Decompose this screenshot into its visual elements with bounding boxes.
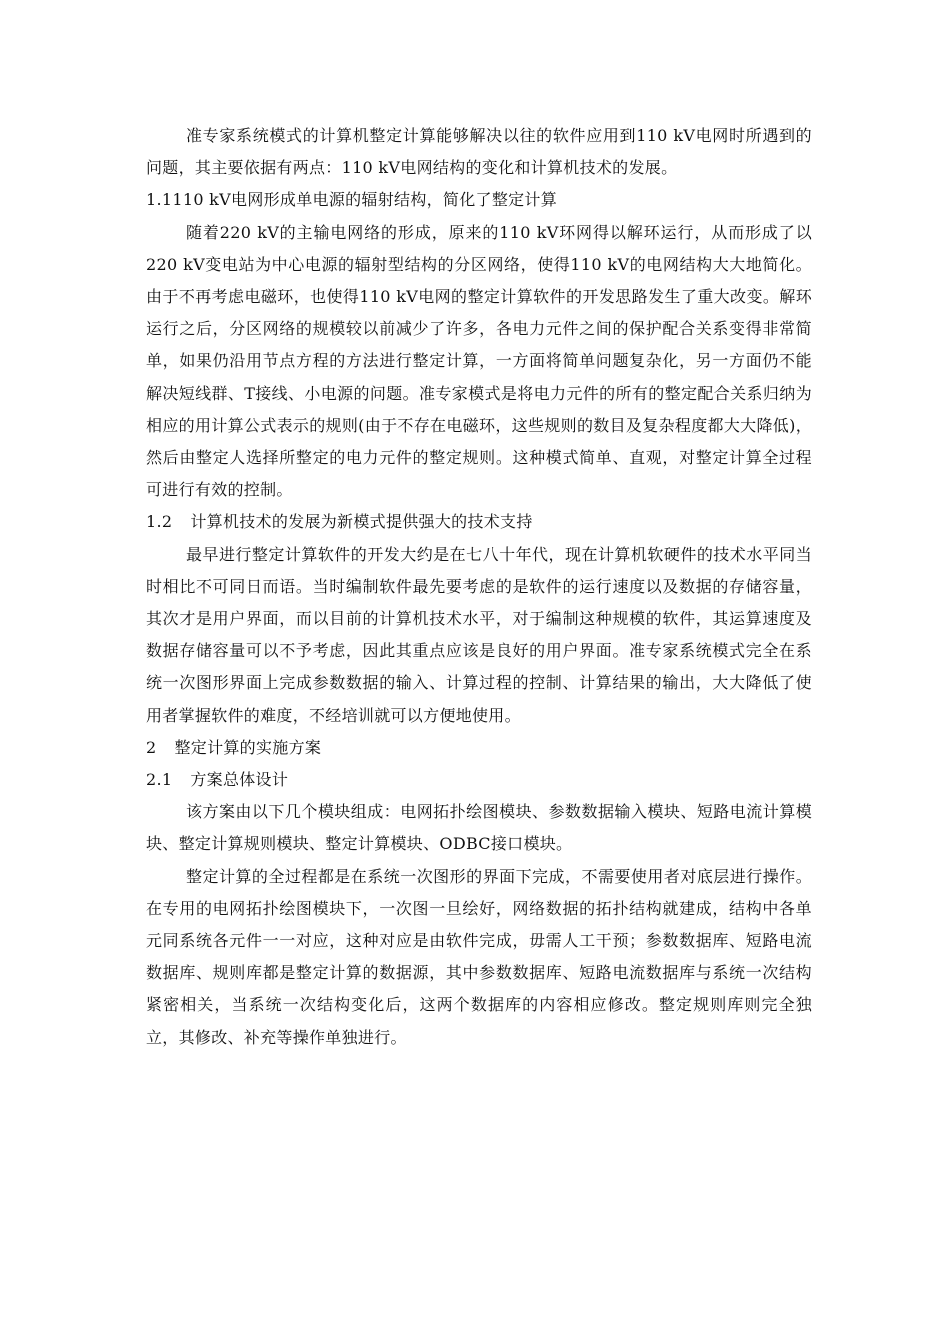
- heading-number: 2.1: [146, 770, 173, 790]
- heading-text: 计算机技术的发展为新模式提供强大的技术支持: [190, 512, 533, 532]
- heading-number: 1.2: [146, 512, 173, 532]
- heading-number: 1.1: [146, 190, 173, 210]
- paragraph-2-1-a: 该方案由以下几个模块组成：电网拓扑绘图模块、参数数据输入模块、短路电流计算模块、整定计算规则模块、整定计算模块、ODBC接口模块。: [146, 802, 812, 854]
- heading-number: 2: [146, 737, 157, 757]
- paragraph-2-1-b: 整定计算的全过程都是在系统一次图形的界面下完成，不需要使用者对底层进行操作。在专用的电网拓扑绘图模块下，一次图一旦绘好，网络数据的拓扑结构就建成，结构中各单元同系统各元件一一对应，这种对应是由软件完成，毋需人工干预；参数数据库、短路电流数据库、规则库都是整定计算的数据源，其中参数数据库、短路电流数据库与系统一次结构紧密相关，当系统一次结构变化后，这两个数据库的内容相应修改。整定规则库则完全独立，其修改、补充等操作单独进行。: [146, 866, 812, 1047]
- heading-text: 整定计算的实施方案: [174, 737, 322, 757]
- paragraph-1-1: 随着220 kV的主输电网络的形成，原来的110 kV环网得以解环运行，从而形成了以220 kV变电站为中心电源的辐射型结构的分区网络，使得110 kV的电网结构大大地简化。由于不再考虑电磁环，也使得110 kV电网的整定计算软件的开发思路发生了重大改变。解环运行之后，分区网络的规模较以前减少了许多，各电力元件之间的保护配合关系变得非常简单，如果仍沿用节点方程的方法进行整定计算，一方面将简单问题复杂化，另一方面仍不能解决短线群、T接线、小电源的问题。准专家模式是将电力元件的所有的整定配合关系归纳为相应的用计算公式表示的规则(由于不存在电磁环，这些规则的数目及复杂程度都大大降低)，然后由整定人选择所整定的电力元件的整定规则。这种模式简单、直观，对整定计算全过程可进行有效的控制。: [146, 222, 812, 500]
- paragraph-intro: 准专家系统模式的计算机整定计算能够解决以往的软件应用到110 kV电网时所遇到的问题，其主要依据有两点：110 kV电网结构的变化和计算机技术的发展。: [146, 126, 812, 178]
- heading-1-2: [146, 506, 812, 538]
- heading-text: 方案总体设计: [190, 770, 289, 790]
- heading-2-1: [146, 764, 812, 796]
- document-page: [146, 120, 812, 1054]
- paragraph-1-2: 最早进行整定计算软件的开发大约是在七八十年代，现在计算机软硬件的技术水平同当时相比不可同日而语。当时编制软件最先要考虑的是软件的运行速度以及数据的存储容量，其次才是用户界面，而以目前的计算机技术水平，对于编制这种规模的软件，其运算速度及数据存储容量可以不予考虑，因此其重点应该是良好的用户界面。准专家系统模式完全在系统一次图形界面上完成参数数据的输入、计算过程的控制、计算结果的输出，大大降低了使用者掌握软件的难度，不经培训就可以方便地使用。: [146, 544, 812, 725]
- heading-text: 110 kV电网形成单电源的辐射结构，简化了整定计算: [172, 190, 558, 210]
- heading-1-1: [146, 184, 812, 216]
- heading-2: [146, 732, 812, 764]
